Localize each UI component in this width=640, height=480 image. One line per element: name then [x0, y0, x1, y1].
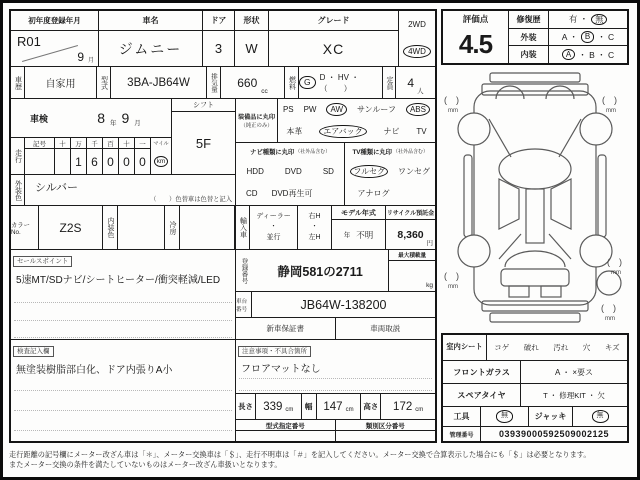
tire-depth-bracket: ( )	[601, 303, 616, 313]
mileage-col-100k: 十	[55, 138, 70, 149]
management-no-value: 03939000592509002125	[498, 429, 610, 439]
exterior-color-label: 外装色	[11, 175, 25, 205]
inspector-box	[11, 340, 235, 441]
dotted-line	[14, 430, 232, 431]
interior-color-label: 内装色	[103, 206, 118, 249]
door-label: ドア	[203, 11, 234, 31]
equipment-panel	[235, 99, 435, 205]
mileage-digit-1: 0	[139, 154, 146, 169]
import-label: 輸入車	[235, 206, 250, 249]
tv-type-header: TV種類に丸印	[352, 149, 392, 156]
displacement-unit: cc	[261, 88, 268, 95]
spare-tire-value: T ・ 修理KIT ・ 欠	[543, 390, 605, 400]
dotted-line	[14, 302, 232, 303]
sales-point-box	[11, 250, 235, 339]
recycle-label: リサイクル預託金	[386, 206, 435, 220]
dotted-line	[239, 390, 432, 391]
color-no-value: Z2S	[39, 206, 103, 249]
shift-value: 5F	[195, 135, 212, 151]
car-diagram-area	[441, 67, 629, 331]
band-mileage-equipment	[11, 99, 435, 206]
main-table	[9, 9, 437, 443]
windshield-label: フロントガラス	[443, 361, 521, 383]
tools-label: 工具	[443, 407, 481, 426]
mm-label: mm	[611, 270, 621, 276]
dotted-line	[14, 390, 232, 391]
rating-box	[441, 9, 629, 65]
mileage-unit-km-circled: km	[154, 156, 169, 167]
exterior-grade-post: ・ C	[597, 32, 615, 42]
grade-label: グレード	[269, 11, 398, 31]
nav-cd: CD	[246, 189, 258, 198]
shift-cell	[171, 99, 235, 174]
inspection-year-unit: 年	[110, 119, 117, 127]
seat-hole: 穴	[582, 343, 591, 352]
month-unit: 月	[87, 58, 94, 64]
sales-point-text: 5速MT/SDナビ/シートヒーター/衝突軽減/LED	[16, 275, 221, 286]
inspection-month-unit: 月	[134, 119, 141, 127]
score-label: 評価点	[462, 13, 489, 24]
color-no-label: カラーNo.	[11, 221, 30, 236]
mileage-table	[11, 138, 171, 174]
handle-right: 右H	[308, 212, 321, 220]
jack-none-circled: 無	[592, 410, 609, 422]
equip-leather: 本革	[286, 126, 303, 136]
nav-hdd: HDD	[246, 167, 264, 176]
inspection-year: 8	[97, 110, 105, 127]
nav-dvd: DVD	[284, 167, 302, 176]
mileage-col-1k: 千	[87, 138, 102, 149]
displacement-value: 660	[237, 75, 258, 90]
equip-airbag-circled: エアバック	[319, 125, 366, 138]
model-year-value: 不明	[356, 229, 374, 240]
tools-none-circled: 無	[496, 410, 513, 422]
seat-stain: 汚れ	[553, 343, 569, 352]
repair-options: 有 ・	[568, 14, 589, 25]
row-vehicle-identity	[11, 11, 435, 67]
drive-4wd-circled: 4WD	[403, 45, 431, 58]
equip-sunroof: サンルーフ	[356, 105, 396, 115]
length-value: 339	[263, 400, 283, 413]
nav-type-section	[236, 143, 345, 205]
mileage-digit-1k: 6	[91, 154, 98, 169]
ac-value	[180, 206, 235, 249]
shift-label: シフト	[172, 99, 235, 112]
first-reg-month: 9	[77, 50, 84, 64]
footer-line-2: またメーター交換の条件を満たしていないものはメーター改ざん車扱いとなります。	[9, 460, 282, 469]
seat-tear: 破れ	[523, 343, 539, 352]
import-parallel: 並行	[266, 233, 281, 241]
equipment-label-note: （純正のみ）	[240, 123, 273, 129]
height-value: 172	[393, 400, 413, 413]
exterior-color-row	[11, 175, 235, 205]
model-year-unit: 年	[343, 232, 351, 239]
shape-label: 形状	[235, 11, 268, 31]
history-label: 車歴	[11, 67, 25, 98]
handle-left: 左H	[308, 233, 321, 241]
type-designation-label: 型式指定番号	[236, 420, 335, 431]
mileage-digit-100: 0	[107, 154, 114, 169]
grade-value: XC	[322, 40, 345, 57]
spare-tire-label: スペアタイヤ	[443, 384, 521, 406]
tv-type-header-note: （社外品含む）	[392, 149, 428, 155]
exterior-grade-pre: A ・	[561, 32, 578, 42]
model-code-label: 型式	[97, 67, 111, 98]
ac-label: 冷房	[165, 206, 180, 249]
tire-depth-bracket: ( )	[444, 95, 459, 105]
displacement-label: 排気量	[207, 67, 221, 98]
model-code: 3BA-JB64W	[111, 67, 207, 98]
fuel-selected-circled: G	[299, 76, 316, 90]
drive-type-cell	[399, 11, 435, 66]
management-no-label: 管理番号	[443, 427, 481, 441]
tv-type-section	[345, 143, 435, 205]
car-top-view-diagram	[441, 67, 629, 331]
mm-label: mm	[605, 316, 615, 322]
max-load-label: 最大積載量	[389, 250, 435, 261]
defect-notes-label: 注意事項・不具合箇所	[238, 346, 311, 357]
inspector-label: 検査記入欄	[13, 346, 54, 357]
width-value: 147	[323, 400, 343, 413]
import-dot: ・	[270, 223, 277, 231]
band-sales-registration	[11, 250, 435, 340]
first-reg-label: 初年度登録年月	[11, 11, 98, 31]
classification-label: 類別区分番号	[336, 420, 436, 431]
recycle-value: 8,360	[397, 228, 424, 241]
registration-label: 登録番号	[240, 257, 248, 284]
mm-label: mm	[448, 284, 458, 290]
chassis-label: 車台番号	[236, 298, 248, 313]
dotted-line	[14, 410, 232, 411]
tire-depth-bracket: ( )	[444, 271, 459, 281]
fuel-label: 燃料	[285, 67, 299, 98]
inspection-label: 車検	[29, 113, 48, 124]
equip-pw: PW	[303, 105, 317, 115]
mm-label: mm	[606, 108, 616, 114]
seat-burn: コゲ	[494, 343, 510, 352]
capacity-value: 4	[407, 75, 415, 90]
tv-analog: アナログ	[357, 189, 390, 198]
equip-tv: TV	[416, 126, 427, 136]
car-name: ジムニー	[118, 40, 183, 57]
nav-type-header-note: （社外品含む）	[295, 149, 331, 155]
inspection-month: 9	[121, 110, 130, 127]
tire-depth-bracket: ( )	[607, 257, 622, 267]
mileage-col-1: 一	[135, 138, 150, 149]
mileage-digit-10k: 1	[75, 154, 82, 169]
mileage-label: 走行	[11, 138, 25, 174]
interior-grade-circled: A	[562, 49, 575, 60]
condition-table	[441, 333, 629, 443]
capacity-label: 定員	[383, 67, 396, 98]
footer-notes	[9, 450, 637, 470]
equip-navi: ナビ	[383, 126, 400, 136]
interior-grade-post: ・ B ・ C	[578, 49, 615, 60]
type-number-row	[236, 420, 435, 441]
tv-oneseg: ワンセグ	[398, 167, 431, 176]
repair-history-label: 修復歴	[509, 11, 549, 28]
car-name-label: 車名	[99, 11, 202, 31]
exterior-grade-label: 外装	[509, 29, 549, 46]
seat-label: 室内シート	[443, 335, 487, 360]
color-change-note: （ ）色替車は色替と記入	[150, 196, 232, 203]
handle-dot: ・	[311, 223, 318, 231]
fuel-options: D ・ HV ・（ ）	[319, 72, 360, 93]
inspection-row	[11, 99, 171, 138]
registration-number: 静岡581の2711	[277, 264, 363, 279]
first-reg-year: R01	[17, 34, 41, 49]
mm-label: mm	[448, 108, 458, 114]
equip-ps: PS	[282, 105, 294, 115]
seat-scratch: キズ	[604, 343, 620, 352]
exterior-color-value: シルバー	[35, 182, 78, 194]
dotted-line	[239, 378, 432, 379]
model-year-label: モデル年式	[332, 206, 385, 220]
nav-dvd-play: DVD再生可	[271, 189, 313, 198]
history-value: 自家用	[25, 67, 97, 98]
first-reg-value	[11, 31, 98, 66]
dimensions-row	[236, 394, 435, 420]
mileage-unit-mile: マイル	[153, 141, 169, 148]
vehicle-manual-label: 車両取説	[370, 324, 401, 333]
mileage-col-sign: 記号	[25, 138, 54, 149]
interior-color-value	[118, 206, 165, 249]
nav-type-header: ナビ種類に丸印	[250, 149, 295, 156]
max-load-unit: kg	[426, 282, 433, 289]
equip-aw-circled: AW	[326, 103, 347, 116]
jack-label: ジャッキ	[529, 407, 573, 426]
mileage-col-10: 十	[119, 138, 134, 149]
windshield-value: A ・ ×要ス	[554, 367, 593, 377]
max-load-cell	[389, 250, 435, 291]
tire-depth-bracket: ( )	[602, 95, 617, 105]
equip-abs-circled: ABS	[406, 103, 430, 116]
inspector-text: 無塗装樹脂部白化、ドア内張りA小	[16, 365, 173, 376]
import-dealer: ディーラー	[256, 212, 291, 220]
tv-fullseg-circled: フルセグ	[350, 165, 388, 178]
mileage-digit-10: 0	[123, 154, 130, 169]
shape-value: W	[245, 41, 258, 56]
drive-2wd: 2WD	[408, 19, 426, 29]
score-value: 4.5	[458, 29, 493, 59]
length-unit: cm	[285, 407, 294, 413]
equipment-label: 装備品に丸印	[237, 114, 276, 121]
sales-point-label: セールスポイント	[13, 256, 72, 267]
interior-grade-label: 内装	[509, 46, 549, 63]
band-color-import	[11, 206, 435, 250]
dotted-line	[14, 337, 232, 338]
width-label: 幅	[302, 394, 317, 419]
exterior-grade-circled: B	[581, 31, 594, 42]
door-count: 3	[214, 41, 223, 56]
repair-none-circled: 無	[591, 14, 607, 25]
height-unit: cm	[415, 407, 424, 413]
width-unit: cm	[345, 407, 354, 413]
chassis-number: JB64W-138200	[300, 297, 387, 312]
new-car-warranty-label: 新車保証書	[236, 318, 336, 339]
capacity-unit: 人	[417, 88, 424, 95]
length-label: 長さ	[236, 394, 256, 419]
defect-notes-text: フロアマットなし	[241, 364, 321, 375]
defect-notes-box	[236, 340, 435, 394]
nav-sd: SD	[322, 167, 334, 176]
recycle-unit: 円	[426, 240, 433, 247]
row-model-fuel	[11, 67, 435, 99]
footer-line-1: 走行距離の記号欄にメーター改ざん車は「＊」、メーター交換車は「＄」、走行不明車は「＃」を記入してください。メーター交換で合算表示した場合にも「＄」は必要となります。	[9, 450, 591, 459]
dotted-line	[14, 320, 232, 321]
band-inspector-dims	[11, 340, 435, 441]
mileage-col-10k: 万	[71, 138, 86, 149]
height-label: 高さ	[361, 394, 381, 419]
mileage-col-100: 百	[103, 138, 118, 149]
